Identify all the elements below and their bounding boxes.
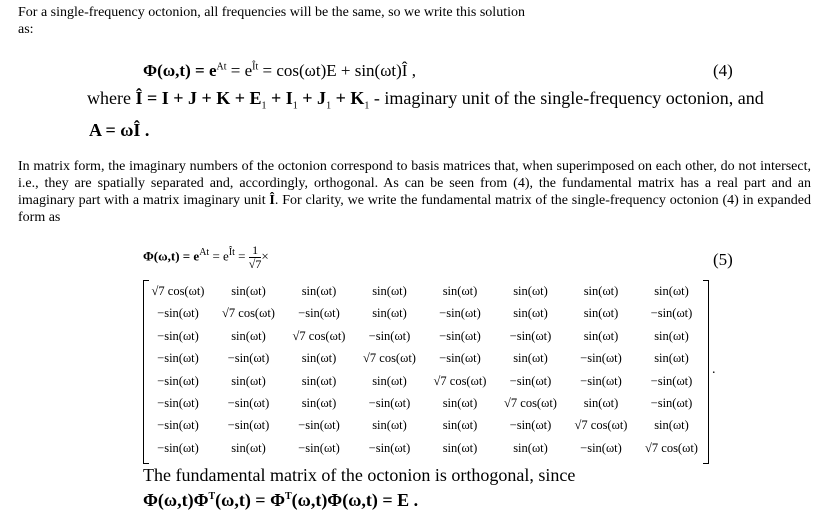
intro-line-1: For a single-frequency octonion, all frequencies will be the same, so we write this solution (18, 5, 525, 20)
matrix-cell: −sin(ωt) (650, 373, 693, 388)
eq5-exp-2: Ît (228, 247, 235, 259)
orth-formula-a: Φ(ω,t)Φ (143, 490, 209, 510)
matrix-cell: sin(ωt) (513, 440, 548, 455)
matrix-cell: sin(ωt) (654, 284, 689, 298)
matrix-cell: −sin(ωt) (580, 373, 622, 388)
matrix-cell: −sin(ωt) (157, 440, 199, 455)
eq5-frac-num: 1 (249, 244, 262, 258)
matrix-cell: sin(ωt) (231, 284, 266, 298)
matrix-cell: −sin(ωt) (439, 351, 481, 366)
matrix-cell: −sin(ωt) (157, 328, 199, 343)
eq5-eq: = (234, 248, 249, 264)
matrix-cell: −sin(ωt) (298, 440, 340, 455)
eq5-frac-den: √7 (248, 257, 262, 271)
matrix-cell: −sin(ωt) (439, 328, 481, 343)
paragraph-text-after: . For clarity, we write the fundamental matrix of the single-frequency octonion (4) in expanded form as (18, 193, 811, 225)
matrix-cell: sin(ωt) (442, 440, 478, 455)
paragraph (18, 158, 811, 226)
where-prefix: where (87, 88, 136, 108)
matrix-cell: √7 cos(ωt) (151, 284, 205, 298)
matrix-cell: −sin(ωt) (509, 328, 552, 343)
paragraph-unit: Î (269, 193, 275, 208)
eq4-exp-1: At (216, 61, 227, 73)
matrix-cell: −sin(ωt) (157, 418, 199, 433)
matrix-cell: √7 cos(ωt) (222, 306, 275, 321)
matrix-cell: sin(ωt) (513, 284, 548, 298)
orthogonal-sentence: The fundamental matrix of the octonion is orthogonal, since (143, 465, 576, 485)
matrix-cell: −sin(ωt) (227, 351, 270, 366)
matrix-cell: sin(ωt) (301, 396, 337, 410)
matrix-cell: sin(ωt) (583, 284, 619, 298)
matrix-cell: −sin(ωt) (298, 418, 340, 433)
matrix-cell: sin(ωt) (231, 328, 266, 343)
intro-line-2: as: (18, 22, 34, 37)
matrix-cell: sin(ωt) (583, 306, 619, 321)
matrix-cell: √7 cos(ωt) (574, 418, 628, 433)
matrix-cell: sin(ωt) (372, 418, 407, 433)
eq5-lhs: Φ(ω,t) = e (143, 248, 200, 264)
matrix-cell: sin(ωt) (372, 306, 407, 321)
matrix-cell: √7 cos(ωt) (292, 328, 346, 343)
matrix-cell: sin(ωt) (513, 306, 548, 321)
where-part-4: + K (331, 88, 365, 108)
matrix-cell: −sin(ωt) (580, 440, 622, 455)
matrix-cell: sin(ωt) (442, 284, 478, 298)
where-sub-1: 1 (261, 100, 267, 112)
equation-5-number: (5) (713, 250, 733, 269)
orthogonal-formula (143, 490, 418, 511)
where-sub-3: 1 (326, 100, 332, 112)
eq5-fraction (249, 244, 262, 271)
eq5-mid: = e (209, 248, 229, 264)
where-sub-4: 1 (364, 100, 370, 112)
matrix-cell: sin(ωt) (231, 373, 266, 388)
matrix-cell: √7 cos(ωt) (363, 351, 416, 366)
equation-5 (143, 244, 269, 271)
intro-text (18, 4, 808, 38)
matrix-cell: sin(ωt) (442, 418, 478, 433)
matrix-cell: −sin(ωt) (509, 418, 552, 433)
matrix-cell: −sin(ωt) (580, 351, 622, 366)
matrix-cell: sin(ωt) (372, 373, 407, 388)
matrix-cell: −sin(ωt) (227, 418, 270, 433)
matrix-cell: sin(ωt) (301, 373, 337, 388)
matrix-cell: √7 cos(ωt) (645, 440, 698, 455)
matrix-cell: −sin(ωt) (157, 396, 199, 410)
matrix-cell: sin(ωt) (654, 351, 689, 366)
matrix-cell: sin(ωt) (372, 284, 407, 298)
eq5-times: × (261, 248, 269, 264)
matrix-cell: −sin(ωt) (298, 306, 340, 321)
matrix-cell: −sin(ωt) (227, 396, 270, 410)
matrix-cell: sin(ωt) (301, 351, 337, 366)
orth-formula-b: (ω,t) = Φ (215, 490, 285, 510)
eq4-mid: = e (226, 61, 253, 80)
matrix-cell: −sin(ωt) (439, 306, 481, 321)
matrix-cell: sin(ωt) (654, 328, 689, 343)
matrix-cell: −sin(ωt) (509, 373, 552, 388)
where-formula: Î = I + J + K + E (135, 88, 262, 108)
matrix-cell: −sin(ωt) (650, 396, 693, 410)
where-line (87, 88, 764, 112)
matrix-cell: −sin(ωt) (157, 373, 199, 388)
matrix-cell: −sin(ωt) (650, 306, 693, 321)
matrix-cell: √7 cos(ωt) (433, 373, 487, 388)
a-definition: A = ωÎ . (89, 120, 150, 140)
orth-sup-a: T (208, 491, 216, 502)
matrix-cell: −sin(ωt) (368, 396, 411, 410)
eq5-exp-1: At (199, 247, 210, 259)
matrix-cell: sin(ωt) (583, 328, 619, 343)
orth-formula-c: (ω,t)Φ(ω,t) = E . (291, 490, 419, 510)
eq4-rhs: = cos(ωt)E + sin(ωt)Î , (258, 61, 416, 80)
where-part-3: + J (297, 88, 327, 108)
where-suffix: - imaginary unit of the single-frequency octonion, and (369, 88, 764, 108)
eq4-exp-2: Ît (252, 61, 259, 73)
matrix-cell: sin(ωt) (583, 396, 619, 410)
eq4-lhs: Φ(ω,t) = e (143, 61, 217, 80)
orth-sup-b: T (285, 491, 292, 502)
matrix-cell: −sin(ωt) (368, 328, 411, 343)
equation-4 (143, 61, 416, 81)
fundamental-matrix (143, 280, 709, 462)
matrix-cell: sin(ωt) (301, 284, 337, 298)
paragraph-text-before: In matrix form, the imaginary numbers of the octonion correspond to basis matrices that, when superimposed on each other, do not intersect, i.e., they are spatially separated and, accordingly, orthogonal. As can be seen from (4), the fundamental matrix has a real part and an imaginary part with a matrix imaginary unit (18, 159, 811, 208)
where-part-2: + I (266, 88, 293, 108)
matrix-period: . (712, 362, 716, 377)
where-sub-2: 1 (292, 100, 298, 112)
matrix-cell: √7 cos(ωt) (504, 396, 557, 410)
matrix-cell: −sin(ωt) (157, 351, 199, 366)
matrix-cell: sin(ωt) (231, 440, 266, 455)
matrix-cell: sin(ωt) (513, 351, 548, 366)
equation-4-number: (4) (713, 61, 733, 80)
matrix-cell: −sin(ωt) (157, 306, 199, 321)
matrix-cell: sin(ωt) (442, 396, 478, 410)
matrix-cell: −sin(ωt) (368, 440, 411, 455)
matrix-cell: sin(ωt) (654, 418, 689, 433)
